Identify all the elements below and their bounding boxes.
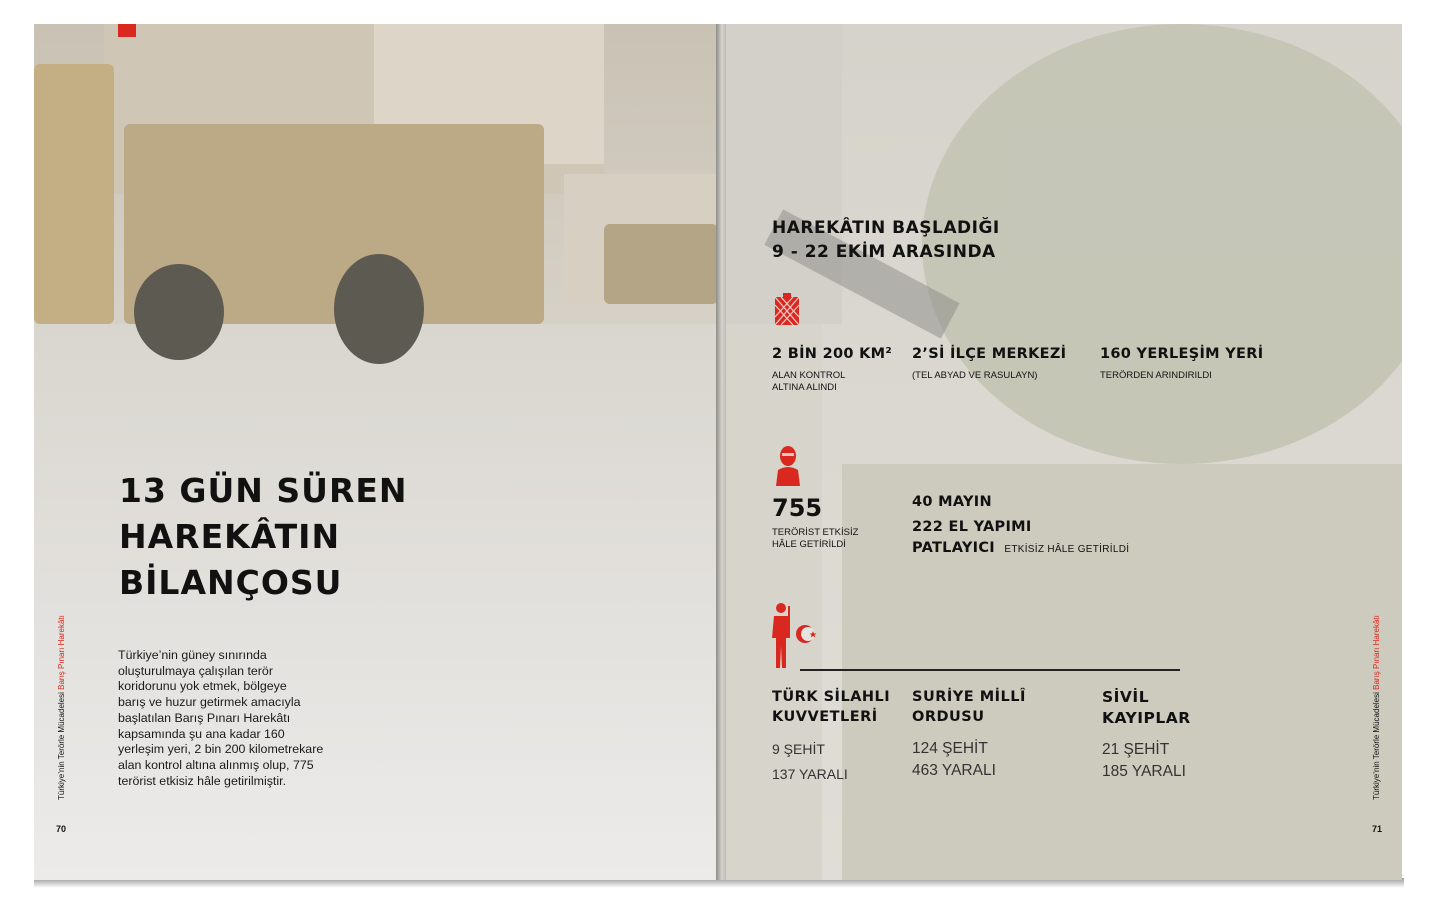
stat-settlements-sub: TERÖRDEN ARINDIRILDI — [1100, 370, 1212, 381]
map-area-icon — [772, 293, 802, 333]
casualty-value: 185 YARALI — [1102, 763, 1186, 780]
casualty-head-line: SURİYE MİLLÎ — [912, 689, 1026, 705]
casualty-head-line: KAYIPLAR — [1102, 709, 1191, 727]
page-number-right: 71 — [1372, 824, 1383, 834]
stat-settlements-main: 160 YERLEŞİM YERİ — [1100, 346, 1264, 362]
mines-line3 — [912, 540, 1129, 556]
corner-marker — [118, 24, 136, 37]
stat-area-sub — [772, 370, 845, 394]
civilian-heading — [1102, 687, 1191, 729]
casualty-value: 463 YARALI — [912, 762, 996, 779]
stat-sub-line: HÂLE GETİRİLDİ — [772, 539, 846, 550]
title-line: BİLANÇOSU — [119, 563, 343, 602]
masked-terrorist-icon — [774, 446, 802, 490]
casualty-head-line: ORDUSU — [912, 709, 985, 725]
heading-line: 9 - 22 EKİM ARASINDA — [772, 242, 996, 262]
terrorist-sub — [772, 527, 858, 551]
page-gutter — [716, 24, 726, 880]
running-head-text: Türkiye’nin Terörle Mücadelesi — [1372, 692, 1381, 800]
left-running-head — [57, 600, 66, 800]
sna-values — [912, 738, 996, 782]
stat-sub-line: TERÖRİST ETKİSİZ — [772, 527, 859, 538]
intro-line: barış ve huzur getirmek amacıyla — [118, 695, 301, 710]
page-title — [119, 468, 408, 606]
running-head-accent: Barış Pınarı Harekâtı — [57, 615, 66, 690]
casualty-head-line: TÜRK SİLAHLI — [772, 689, 891, 705]
intro-line: Türkiye’nin güney sınırında — [118, 648, 267, 662]
vehicle-wheel — [334, 254, 424, 364]
casualty-value: 9 ŞEHİT — [772, 741, 825, 757]
mines-line1: 40 MAYIN — [912, 494, 992, 510]
intro-line: başlatılan Barış Pınarı Harekâtı — [118, 710, 291, 725]
intro-line: oluşturulmaya çalışılan terör — [118, 663, 273, 678]
soldier-flag-icon — [770, 602, 820, 674]
running-head-accent: Barış Pınarı Harekâtı — [1372, 615, 1381, 690]
armored-vehicle-left — [34, 64, 114, 324]
vehicle-wheel — [134, 264, 224, 360]
distant-vehicle — [604, 224, 718, 304]
stat-districts-sub: (TEL ABYAD VE RASULAYN) — [912, 370, 1038, 381]
intro-line: alan kontrol altına alınmış olup, 775 — [118, 757, 314, 772]
casualty-value: 124 ŞEHİT — [912, 740, 988, 757]
stat-districts-main: 2’Sİ İLÇE MERKEZİ — [912, 346, 1067, 362]
intro-paragraph — [118, 648, 364, 789]
casualty-head-line: SİVİL — [1102, 688, 1150, 706]
right-heading — [772, 216, 1000, 264]
section-divider — [800, 669, 1180, 671]
mines-suffix: ETKİSİZ HÂLE GETİRİLDİ — [1004, 544, 1130, 555]
title-line: HAREKÂTIN — [119, 517, 341, 556]
heading-line: HAREKÂTIN BAŞLADIĞI — [772, 218, 1000, 238]
title-line: 13 GÜN SÜREN — [119, 471, 408, 510]
intro-line: terörist etkisiz hâle getirilmiştir. — [118, 773, 287, 788]
mines-line2: 222 EL YAPIMI — [912, 519, 1032, 535]
stat-area-main: 2 BİN 200 KM² — [772, 346, 892, 362]
terrorist-count: 755 — [772, 494, 823, 522]
tsk-values — [772, 737, 848, 787]
running-head-text: Türkiye’nin Terörle Mücadelesi — [57, 692, 66, 800]
intro-line: kapsamında şu ana kadar 160 — [118, 726, 285, 741]
stat-sub-line: ALTINA ALINDI — [772, 382, 837, 393]
stat-sub-line: ALAN KONTROL — [772, 370, 846, 381]
casualty-value: 21 ŞEHİT — [1102, 741, 1170, 758]
intro-line: koridorunu yok etmek, bölgeye — [118, 679, 287, 694]
tsk-heading — [772, 687, 890, 727]
sna-heading — [912, 687, 1026, 727]
mines-label: PATLAYICI — [912, 540, 995, 556]
intro-line: yerleşim yeri, 2 bin 200 kilometrekare — [118, 742, 324, 757]
civilian-values — [1102, 739, 1186, 783]
page-number-left: 70 — [56, 824, 67, 834]
right-running-head — [1372, 600, 1381, 800]
casualty-head-line: KUVVETLERİ — [772, 709, 878, 725]
casualty-value: 137 YARALI — [772, 766, 848, 782]
